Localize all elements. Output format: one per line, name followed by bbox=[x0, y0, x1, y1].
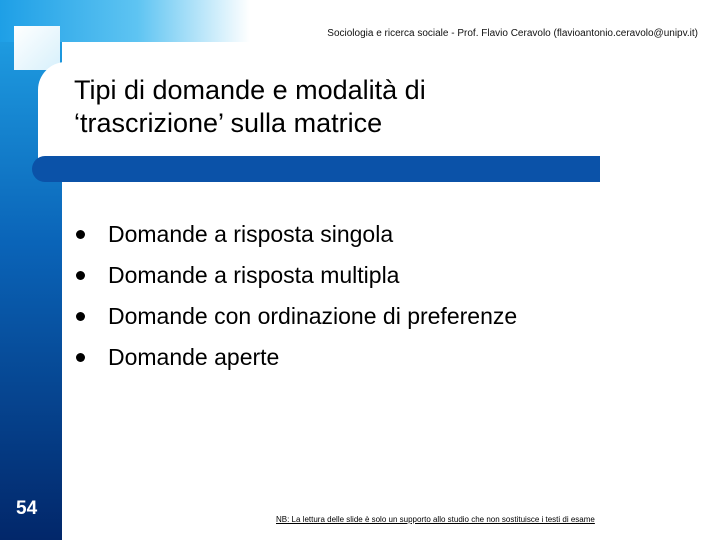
bullet-text: Domande aperte bbox=[108, 344, 280, 370]
footer-note: NB: La lettura delle slide è solo un supporto allo studio che non sostituisce i testi di esame bbox=[276, 515, 595, 524]
bullet-item bbox=[76, 296, 517, 337]
slide-header: Sociologia e ricerca sociale - Prof. Flavio Ceravolo (flavioantonio.ceravolo@unipv.it) bbox=[327, 28, 698, 39]
bullet-item bbox=[76, 214, 517, 255]
bullet-text: Domande a risposta singola bbox=[108, 221, 394, 247]
bullet-dot-icon bbox=[76, 230, 85, 239]
bullet-list bbox=[76, 214, 517, 378]
page-number: 54 bbox=[16, 498, 38, 519]
bullet-item bbox=[76, 337, 517, 378]
title-underline-bar bbox=[32, 156, 600, 182]
bullet-dot-icon bbox=[76, 312, 85, 321]
slide-title bbox=[74, 74, 594, 140]
title-line-2: ‘trascrizione’ sulla matrice bbox=[74, 108, 383, 138]
corner-decorative-square bbox=[14, 26, 60, 70]
bullet-item bbox=[76, 255, 517, 296]
bullet-text: Domande a risposta multipla bbox=[108, 262, 400, 288]
title-line-1: Tipi di domande e modalità di bbox=[74, 75, 426, 105]
bullet-dot-icon bbox=[76, 271, 85, 280]
bullet-dot-icon bbox=[76, 353, 85, 362]
bullet-text: Domande con ordinazione di preferenze bbox=[108, 303, 518, 329]
